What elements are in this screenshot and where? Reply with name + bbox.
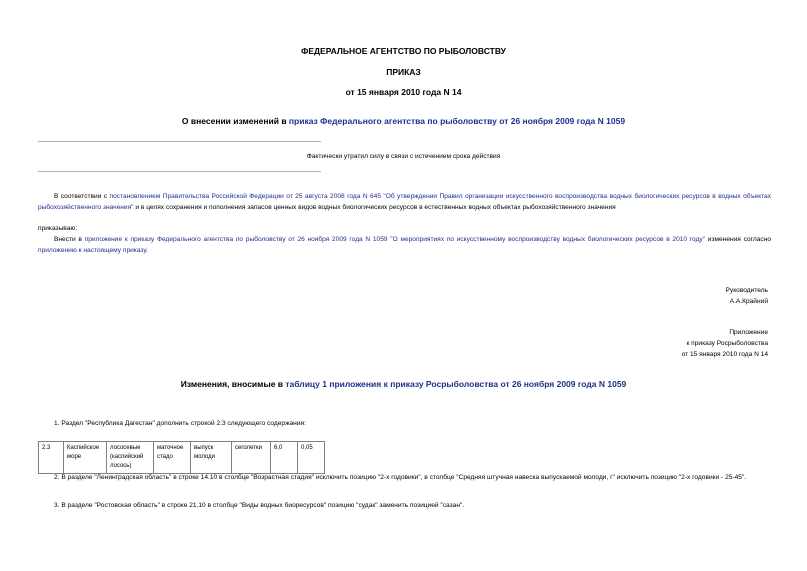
signature-block <box>726 285 768 307</box>
heading-link[interactable]: приказ Федерального агентства по рыболовству от 26 ноября 2009 года N 1059 <box>288 116 626 126</box>
agency-title: ФЕДЕРАЛЬНОЕ АГЕНТСТВО ПО РЫБОЛОВСТВУ <box>301 46 506 56</box>
appendix-reference <box>682 327 768 360</box>
cell-stage: сеголетки <box>232 442 271 474</box>
preamble-text-1: В соответствии с <box>54 193 110 200</box>
clause-text-1: Внести в <box>54 236 85 243</box>
cell-water-body: Каспийское море <box>64 442 107 474</box>
clause-paragraph <box>38 234 771 256</box>
item-1: 1. Раздел "Республика Дагестан" дополнить строкой 2.3 следующего содержания: <box>54 420 306 427</box>
item-3: 3. В разделе "Ростовская область" в строке 21.10 в столбце "Виды водных биоресурсов" позицию "судак" заменить позицией "сазан". <box>54 502 465 509</box>
document-type: ПРИКАЗ <box>386 67 421 77</box>
document-heading <box>0 116 807 126</box>
cell-quantity: 6,0 <box>271 442 298 474</box>
cell-activity: выпуск молоди <box>191 442 232 474</box>
changes-heading <box>0 379 807 389</box>
appendix-line-2: к приказу Росрыболовства <box>686 340 768 347</box>
clause-link-appendix[interactable]: приложение к приказу Федерального агентства по рыболовству от 26 ноября 2009 года N 1059 "О мероприятиях по искусственному воспроизводству водных биологических ресурсов в 2010 году" <box>84 236 706 243</box>
appendix-line-1: Приложение <box>729 329 768 336</box>
cell-number: 2.3 <box>39 442 64 474</box>
appendix-line-3: от 15 января 2010 года N 14 <box>681 351 768 358</box>
changes-heading-link[interactable]: таблицу 1 приложения к приказу Росрыболовства от 26 ноября 2009 года N 1059 <box>285 379 627 389</box>
insertion-table <box>38 441 325 474</box>
cell-stock: маточное стадо <box>154 442 191 474</box>
document-date: от 15 января 2010 года N 14 <box>345 87 462 97</box>
clause-link-attachment[interactable]: приложению к настоящему приказу <box>38 247 147 254</box>
clause-text-2: изменения согласно <box>705 236 772 243</box>
table-row <box>39 442 325 474</box>
changes-heading-prefix: Изменения, вносимые в <box>180 379 286 389</box>
cell-weight: 0,05 <box>298 442 325 474</box>
preamble-link[interactable]: постановлением Правительства Российской Федерации от 25 августа 2008 года N 645 "Об утверждении Правил организации искусственного воспроизводства водных биологических ресурсов в водных объектах рыбохозяйственного значения" <box>38 193 771 211</box>
status-note: Фактически утратил силу в связи с истечением срока действия <box>306 153 501 160</box>
order-word: приказываю: <box>38 225 78 232</box>
preamble-text-2: и в целях сохранения и пополнения запасов ценных видов водных биологических ресурсов в естественных водных объектах рыбохозяйственного значения <box>133 204 616 211</box>
clause-text-3: . <box>146 247 148 254</box>
cell-species: лососевые (каспийский лосось) <box>107 442 154 474</box>
signature-name: А.А.Крайний <box>729 298 768 305</box>
item-2: 2. В разделе "Ленинградская область" в строке 14.10 в столбце "Возрастная стадия" исключить позицию "2-х годовики", в столбце "Средняя штучная навеска выпускаемой молоди, г" исключить позицию "2-х годовики - 25-45". <box>54 474 747 481</box>
heading-prefix: О внесении изменений в <box>181 116 289 126</box>
signature-title: Руководитель <box>725 287 768 294</box>
divider-top <box>38 141 321 142</box>
divider-bottom <box>38 171 321 172</box>
preamble-paragraph <box>38 191 771 213</box>
